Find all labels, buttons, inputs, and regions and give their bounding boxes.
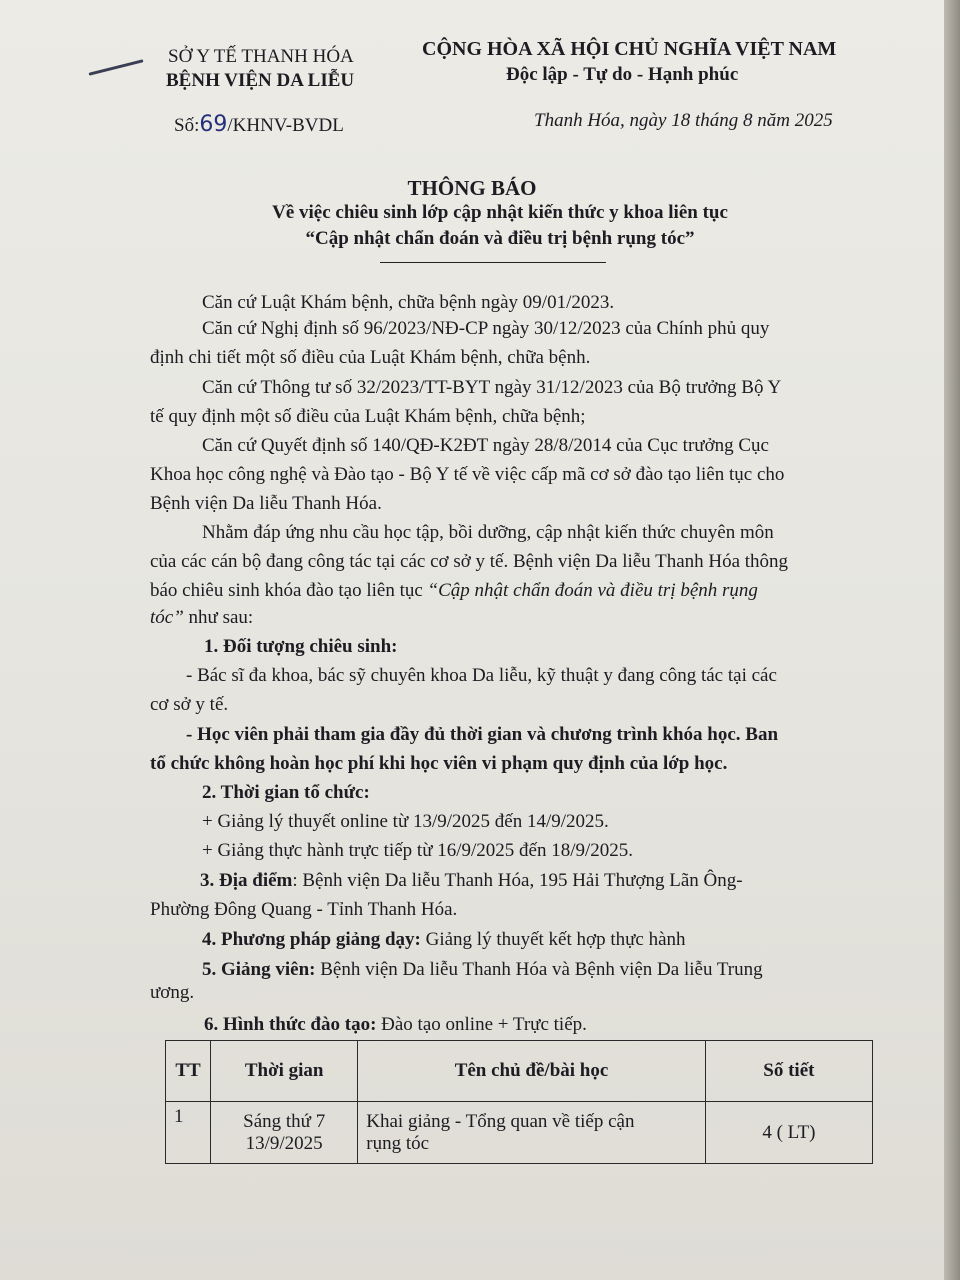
document-number — [174, 112, 344, 137]
section-3-line-1 — [200, 866, 743, 895]
header-tt: TT — [166, 1041, 211, 1102]
section-5-text: Bệnh viện Da liễu Thanh Hóa và Bệnh viện Da liễu Trung — [315, 959, 763, 980]
header-topic: Tên chủ đề/bài học — [358, 1041, 705, 1102]
section-1-item-a: - Bác sĩ đa khoa, bác sỹ chuyên khoa Da liễu, kỹ thuật y đang công tác tại các — [186, 665, 777, 686]
purpose-line-1: Nhằm đáp ứng nhu cầu học tập, bồi dưỡng, cập nhật kiến thức chuyên môn — [202, 522, 774, 543]
section-3-line-2: Phường Đông Quang - Tỉnh Thanh Hóa. — [150, 899, 458, 920]
doc-number-prefix: Số: — [174, 115, 200, 136]
row-time — [211, 1102, 358, 1164]
document-date: Thanh Hóa, ngày 18 tháng 8 năm 2025 — [534, 110, 833, 131]
section-1-heading: 1. Đối tượng chiêu sinh: — [204, 636, 398, 657]
table-header-row — [166, 1041, 873, 1102]
section-6-label: 6. Hình thức đào tạo: — [204, 1014, 377, 1035]
section-3-label: 3. Địa điểm — [200, 870, 293, 891]
purpose-line-4 — [150, 603, 253, 632]
header-time: Thời gian — [211, 1041, 358, 1102]
section-1-item-b: cơ sở y tế. — [150, 694, 229, 715]
section-5-line-2: ương. — [150, 982, 195, 1003]
section-6-text: Đào tạo online + Trực tiếp. — [376, 1014, 587, 1035]
title-divider — [380, 262, 606, 263]
section-4-label: 4. Phương pháp giảng dạy: — [202, 929, 421, 950]
section-2-item-1: + Giảng lý thuyết online từ 13/9/2025 đến 14/9/2025. — [202, 811, 609, 832]
course-title: “Cập nhật chẩn đoán và điều trị bệnh rụng tóc” — [305, 228, 695, 249]
section-5-label: 5. Giảng viên: — [202, 959, 316, 980]
section-1-rule-a: - Học viên phải tham gia đầy đủ thời gian và chương trình khóa học. Ban — [186, 724, 779, 745]
basis-line-4b: Khoa học công nghệ và Đào tạo - Bộ Y tế về việc cấp mã cơ sở đào tạo liên tục cho — [150, 464, 785, 485]
section-5-line-1 — [202, 955, 763, 984]
purpose-line-3-italic: “Cập nhật chẩn đoán và điều trị bệnh rụng — [427, 580, 758, 601]
doc-number-suffix: /KHNV-BVDL — [227, 115, 344, 136]
purpose-line-4-italic: tóc” — [150, 607, 184, 628]
purpose-line-4-plain: như sau: — [183, 607, 254, 628]
row-tt: 1 — [166, 1102, 211, 1164]
section-2-item-2: + Giảng thực hành trực tiếp từ 16/9/2025 đến 18/9/2025. — [202, 840, 634, 861]
national-title: CỘNG HÒA XÃ HỘI CHỦ NGHĨA VIỆT NAM — [422, 38, 837, 60]
purpose-line-3 — [150, 576, 758, 605]
section-3-text: : Bệnh viện Da liễu Thanh Hóa, 195 Hải Thượng Lãn Ông- — [292, 870, 743, 891]
section-2-heading: 2. Thời gian tổ chức: — [202, 782, 370, 803]
table-row — [166, 1102, 873, 1164]
row-time-date: 13/9/2025 — [245, 1132, 323, 1154]
schedule-table — [165, 1040, 873, 1164]
pen-mark — [88, 59, 143, 75]
notice-title: THÔNG BÁO — [407, 176, 537, 200]
basis-line-4a: Căn cứ Quyết định số 140/QĐ-K2ĐT ngày 28/8/2014 của Cục trưởng Cục — [202, 435, 769, 456]
purpose-line-3-plain: báo chiêu sinh khóa đào tạo liên tục — [150, 580, 428, 601]
purpose-line-2: của các cán bộ đang công tác tại các cơ sở y tế. Bệnh viện Da liễu Thanh Hóa thông — [150, 551, 789, 572]
hospital-name: BỆNH VIỆN DA LIỄU — [166, 70, 355, 91]
row-topic — [358, 1102, 705, 1164]
page-edge — [944, 0, 960, 1280]
basis-line-1: Căn cứ Luật Khám bệnh, chữa bệnh ngày 09/01/2023. — [202, 292, 615, 313]
header-periods: Số tiết — [705, 1041, 872, 1102]
row-periods: 4 ( LT) — [705, 1102, 872, 1164]
section-4-line — [202, 925, 686, 954]
basis-line-2a: Căn cứ Nghị định số 96/2023/NĐ-CP ngày 30/12/2023 của Chính phủ quy — [202, 318, 770, 339]
section-1-rule-b: tổ chức không hoàn học phí khi học viên vi phạm quy định của lớp học. — [150, 753, 728, 774]
notice-subtitle: Về việc chiêu sinh lớp cập nhật kiến thức y khoa liên tục — [272, 202, 728, 223]
agency-name: SỞ Y TẾ THANH HÓA — [168, 46, 354, 67]
basis-line-3a: Căn cứ Thông tư số 32/2023/TT-BYT ngày 31/12/2023 của Bộ trưởng Bộ Y — [202, 377, 782, 398]
section-4-text: Giảng lý thuyết kết hợp thực hành — [420, 929, 686, 950]
row-topic-line-2: rụng tóc — [366, 1132, 430, 1154]
row-topic-line-1: Khai giảng - Tổng quan về tiếp cận — [366, 1110, 635, 1132]
basis-line-2b: định chi tiết một số điều của Luật Khám bệnh, chữa bệnh. — [150, 347, 591, 368]
doc-number-handwritten: 69 — [199, 112, 228, 137]
national-motto: Độc lập - Tự do - Hạnh phúc — [506, 64, 739, 85]
basis-line-3b: tế quy định một số điều của Luật Khám bệnh, chữa bệnh; — [150, 406, 586, 427]
basis-line-4c: Bệnh viện Da liễu Thanh Hóa. — [150, 493, 382, 514]
section-6-line — [204, 1010, 587, 1039]
row-time-day: Sáng thứ 7 — [243, 1110, 326, 1132]
